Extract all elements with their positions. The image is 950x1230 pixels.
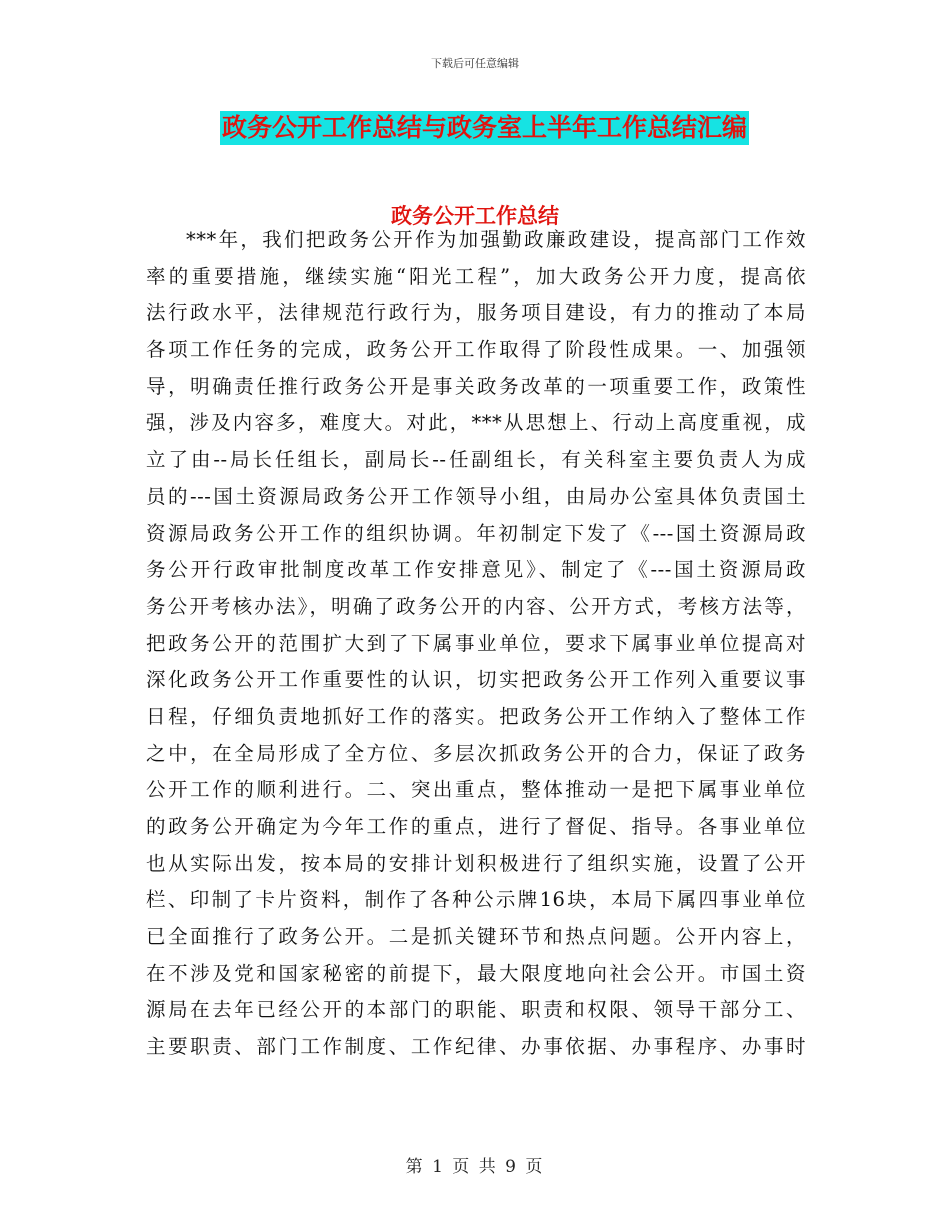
body-line: 导，明确责任推行政务公开是事关政务改革的一项重要工作，政策性: [146, 374, 806, 398]
body-line: 栏、印制了卡片资料，制作了各种公示牌16块，本局下属四事业单位: [146, 888, 806, 912]
body-text: [146, 222, 806, 1066]
body-line: 公开工作的顺利进行。二、突出重点，整体推动一是把下属事业单位: [146, 778, 806, 802]
body-line: 资源局政务公开工作的组织协调。年初制定下发了《---国土资源局政: [146, 521, 806, 545]
body-line: 法行政水平，法律规范行政行为，服务项目建设，有力的推动了本局: [146, 301, 806, 325]
body-line: 已全面推行了政务公开。二是抓关键环节和热点问题。公开内容上，: [146, 925, 806, 949]
body-line: 在不涉及党和国家秘密的前提下，最大限度地向社会公开。市国土资: [146, 961, 806, 985]
header-note: 下载后可任意编辑: [431, 57, 519, 70]
body-line: 务公开行政审批制度改革工作安排意见》、制定了《---国土资源局政: [146, 558, 806, 582]
body-line: 强，涉及内容多，难度大。对此，***从思想上、行动上高度重视，成: [146, 411, 806, 435]
body-line: 立了由--局长任组长，副局长--任副组长，有关科室主要负责人为成: [146, 448, 806, 472]
body-line: 主要职责、部门工作制度、工作纪律、办事依据、办事程序、办事时: [146, 1035, 806, 1059]
body-line: 务公开考核办法》，明确了政务公开的内容、公开方式，考核方法等，: [146, 594, 806, 618]
body-line: 日程，仔细负责地抓好工作的落实。把政务公开工作纳入了整体工作: [146, 704, 806, 728]
body-line: 把政务公开的范围扩大到了下属事业单位，要求下属事业单位提高对: [146, 631, 806, 655]
body-line: 率的重要措施，继续实施“阳光工程”，加大政务公开力度，提高依: [146, 264, 806, 288]
page-footer: 第 1 页 共 9 页: [405, 1157, 545, 1177]
body-line: 员的---国土资源局政务公开工作领导小组，由局办公室具体负责国土: [146, 484, 806, 508]
body-line: 深化政务公开工作重要性的认识，切实把政务公开工作列入重要议事: [146, 668, 806, 692]
body-line: 之中，在全局形成了全方位、多层次抓政务公开的合力，保证了政务: [146, 741, 806, 765]
body-line: 源局在去年已经公开的本部门的职能、职责和权限、领导干部分工、: [146, 998, 806, 1022]
body-line: 的政务公开确定为今年工作的重点，进行了督促、指导。各事业单位: [146, 815, 806, 838]
section-title: 政务公开工作总结: [391, 203, 559, 228]
body-line: 也从实际出发，按本局的安排计划积极进行了组织实施，设置了公开: [146, 851, 806, 875]
body-line: 各项工作任务的完成，政务公开工作取得了阶段性成果。一、加强领: [146, 338, 806, 362]
body-line: ***年，我们把政务公开作为加强勤政廉政建设，提高部门工作效: [186, 228, 806, 251]
document-title: 政务公开工作总结与政务室上半年工作总结汇编: [220, 111, 749, 145]
